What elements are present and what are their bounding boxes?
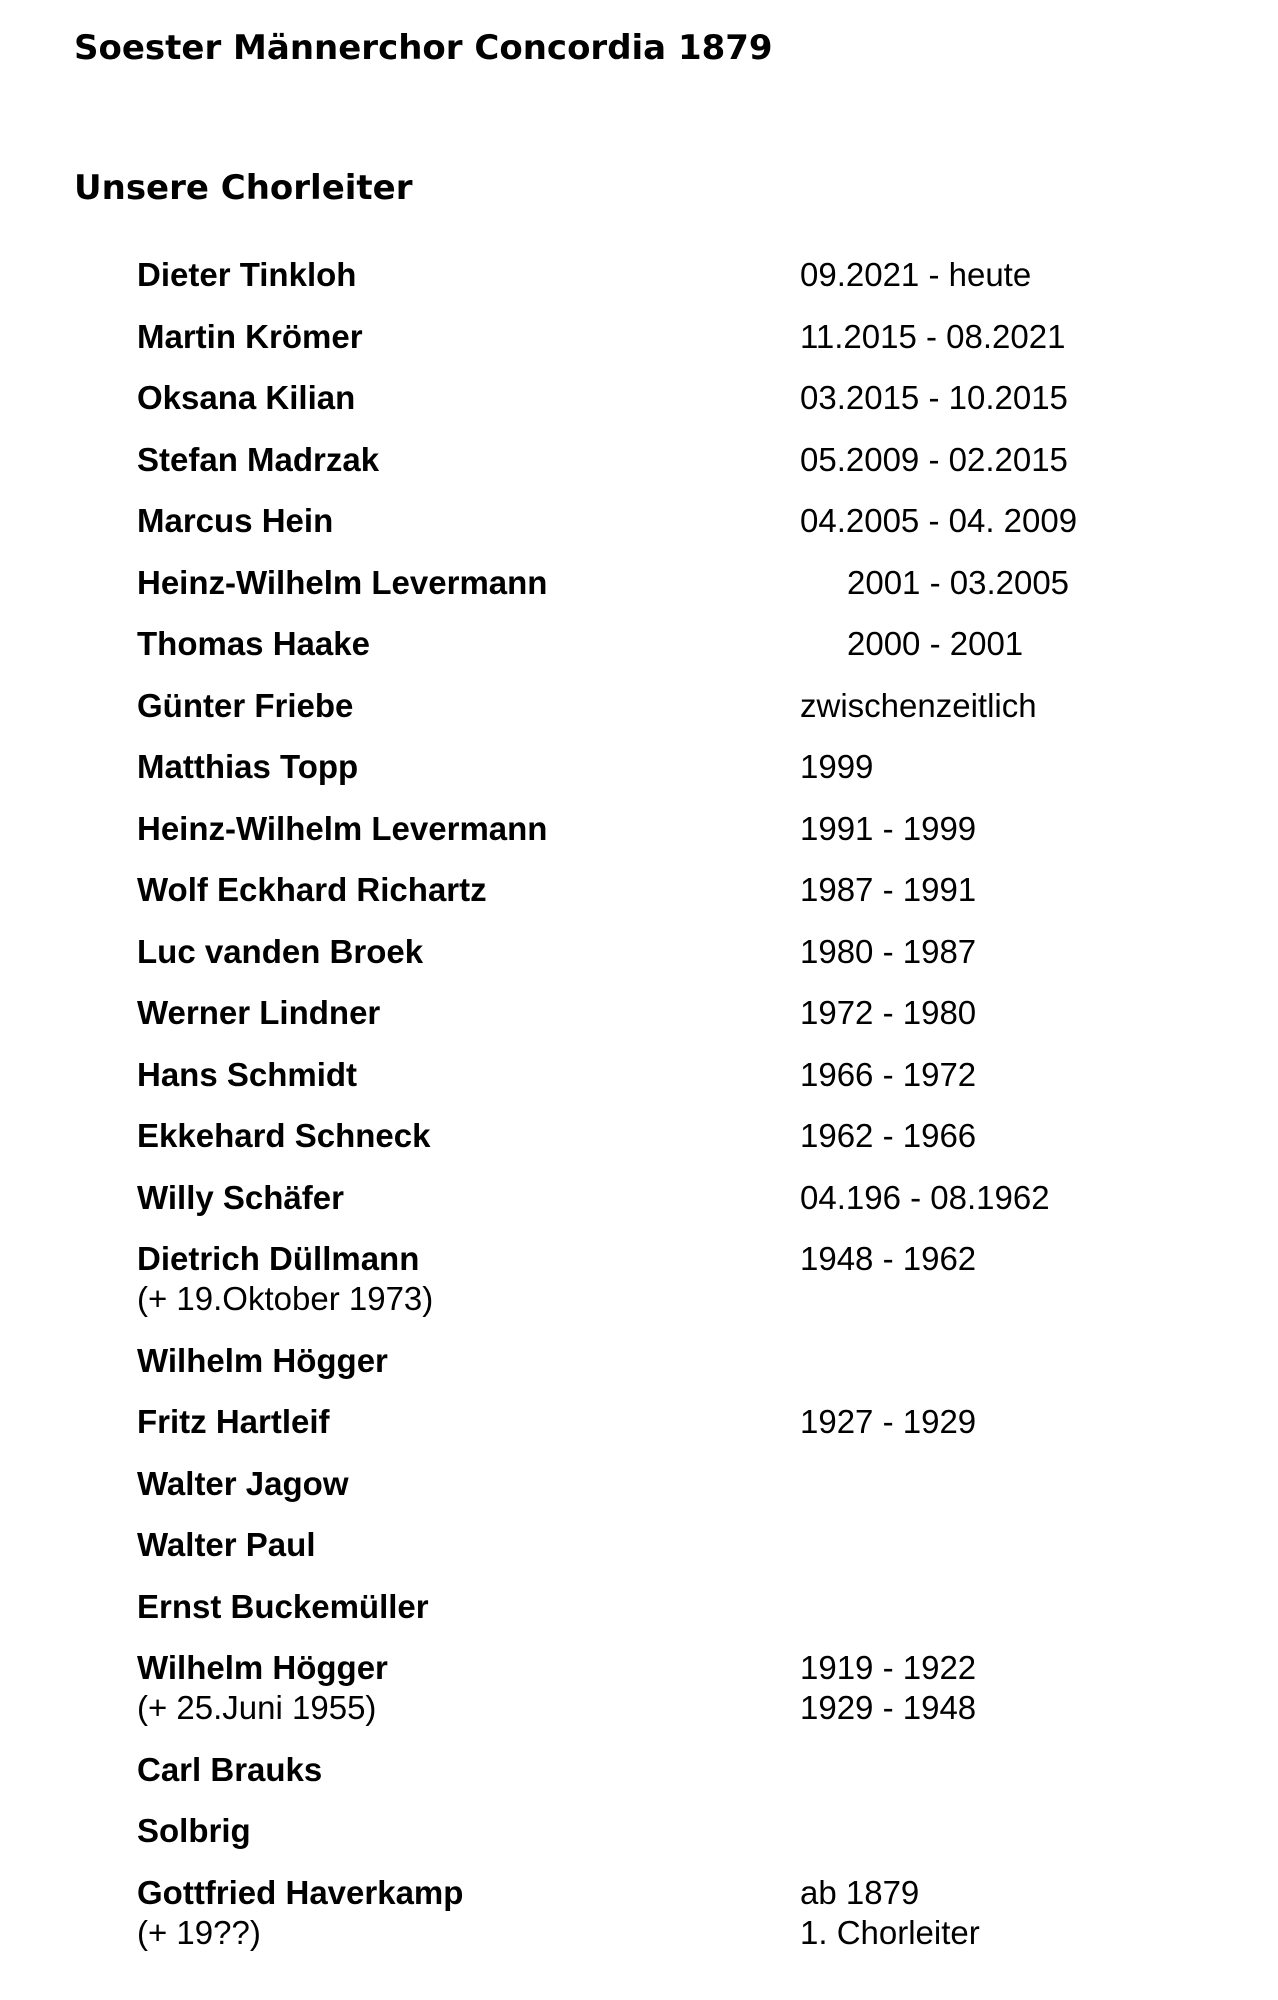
leader-period: 11.2015 - 08.2021: [800, 317, 1066, 355]
leader-period: 1987 - 1991: [800, 871, 977, 908]
leader-name: Matthias Topp: [137, 748, 359, 785]
leader-name: Walter Jagow: [137, 1464, 349, 1502]
leader-name: Fritz Hartleif: [137, 1403, 330, 1440]
leader-period: 05.2009 - 02.2015: [800, 440, 1068, 478]
leader-row: [137, 932, 1237, 972]
leader-row: [137, 624, 1237, 664]
leader-row: [137, 440, 1237, 480]
leader-row: [137, 1116, 1237, 1156]
organization-title: Soester Männerchor Concordia 1879: [74, 28, 773, 68]
leader-period: 04.2005 - 04. 2009: [800, 502, 1078, 539]
section-title: Unsere Chorleiter: [74, 168, 413, 208]
leader-name: Gottfried Haverkamp: [137, 1873, 464, 1911]
leader-period: 1991 - 1999: [800, 809, 977, 847]
leader-period: 03.2015 - 10.2015: [800, 379, 1068, 416]
leader-period: 2001 - 03.2005: [847, 563, 1070, 601]
leader-period: 2000 - 2001: [847, 625, 1024, 662]
leader-period-second: 1929 - 1948: [800, 1689, 977, 1726]
leader-period: 1919 - 1922: [800, 1649, 977, 1686]
leader-row: [137, 747, 1237, 787]
leader-death-note: (+ 19??): [137, 1913, 261, 1951]
leader-death-note: (+ 19.Oktober 1973): [137, 1280, 434, 1317]
leader-row: [137, 1341, 1237, 1381]
leader-name: Wolf Eckhard Richartz: [137, 871, 487, 908]
leader-death-note: (+ 25.Juni 1955): [137, 1689, 377, 1726]
leader-row: [137, 563, 1237, 603]
leader-row: [137, 1055, 1237, 1095]
leader-period: 1972 - 1980: [800, 994, 977, 1031]
leader-name: Marcus Hein: [137, 502, 334, 539]
leader-name: Werner Lindner: [137, 994, 381, 1031]
leader-row: [137, 686, 1237, 726]
leader-row: [137, 1464, 1237, 1504]
leader-row: [137, 255, 1237, 295]
leader-name: Stefan Madrzak: [137, 440, 380, 478]
leader-row: [137, 1178, 1237, 1218]
leader-name: Günter Friebe: [137, 686, 354, 724]
leader-name: Oksana Kilian: [137, 379, 356, 416]
leader-period: 1980 - 1987: [800, 932, 977, 970]
leader-name: Heinz-Wilhelm Levermann: [137, 563, 548, 601]
leader-row: [137, 1873, 1237, 1953]
leader-row: [137, 378, 1237, 418]
leader-period: 1927 - 1929: [800, 1403, 977, 1440]
leader-row: [137, 1811, 1237, 1851]
leader-period: ab 1879: [800, 1873, 920, 1911]
leader-name: Hans Schmidt: [137, 1055, 358, 1093]
leader-name: Ekkehard Schneck: [137, 1117, 431, 1154]
leader-period: 1962 - 1966: [800, 1117, 977, 1154]
leader-name: Solbrig: [137, 1812, 251, 1849]
leader-name: Wilhelm Högger: [137, 1341, 388, 1379]
leader-period: zwischenzeitlich: [800, 686, 1037, 724]
leader-name: Ernst Buckemüller: [137, 1587, 429, 1625]
leader-period: 09.2021 - heute: [800, 256, 1032, 293]
leader-row: [137, 501, 1237, 541]
leader-period: 1966 - 1972: [800, 1055, 977, 1093]
leader-row: [137, 870, 1237, 910]
leader-name: Thomas Haake: [137, 625, 370, 662]
leader-name: Luc vanden Broek: [137, 932, 424, 970]
leader-name: Wilhelm Högger: [137, 1649, 388, 1686]
leader-name: Dieter Tinkloh: [137, 256, 357, 293]
leader-period: 04.196 - 08.1962: [800, 1178, 1050, 1216]
choir-leader-list: [137, 255, 1237, 1974]
leader-row: [137, 1402, 1237, 1442]
leader-row: [137, 1239, 1237, 1319]
leader-period: 1948 - 1962: [800, 1240, 977, 1277]
leader-period-note: 1. Chorleiter: [800, 1913, 980, 1951]
leader-name: Walter Paul: [137, 1526, 316, 1563]
leader-row: [137, 317, 1237, 357]
leader-row: [137, 1587, 1237, 1627]
leader-row: [137, 809, 1237, 849]
leader-name: Heinz-Wilhelm Levermann: [137, 809, 548, 847]
leader-name: Martin Krömer: [137, 317, 363, 355]
leader-name: Dietrich Düllmann: [137, 1240, 420, 1277]
leader-period: 1999: [800, 748, 874, 785]
leader-name: Willy Schäfer: [137, 1178, 344, 1216]
leader-row: [137, 1648, 1237, 1728]
leader-name: Carl Brauks: [137, 1750, 323, 1788]
leader-row: [137, 1525, 1237, 1565]
leader-row: [137, 1750, 1237, 1790]
leader-row: [137, 993, 1237, 1033]
